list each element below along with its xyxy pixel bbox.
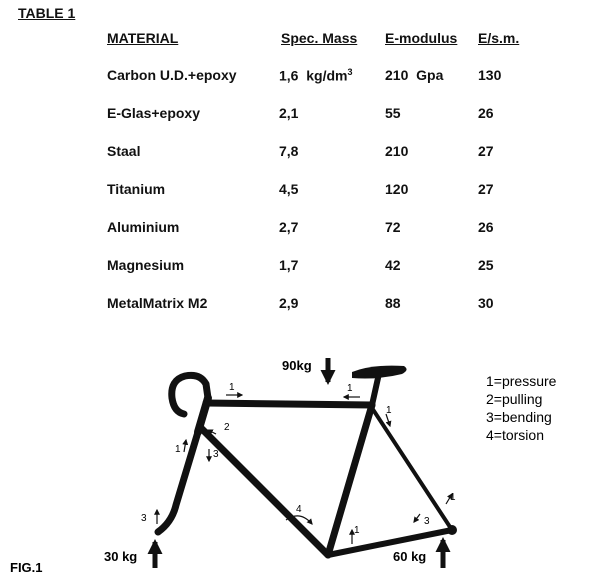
spec-mass: 1,7	[279, 257, 299, 273]
down-tube	[201, 428, 328, 555]
spec-mass: 4,5	[279, 181, 299, 197]
legend-pressure: 1=pressure	[486, 373, 557, 389]
legend	[486, 373, 557, 443]
top-tube	[206, 403, 372, 405]
material-name: Staal	[107, 143, 141, 159]
arrow-head-tube-left	[184, 440, 186, 452]
table-row	[0, 219, 602, 241]
ratio: 26	[478, 219, 494, 235]
saddle	[352, 366, 407, 379]
mark-rear-drop: 1	[450, 492, 456, 503]
legend-torsion: 4=torsion	[486, 427, 544, 443]
header-e-modulus: E-modulus	[385, 30, 458, 46]
table-title: TABLE 1	[18, 5, 76, 21]
legend-bending: 3=bending	[486, 409, 552, 425]
material-name: Magnesium	[107, 257, 185, 273]
ratio: 27	[478, 143, 494, 159]
material-name: Carbon U.D.+epoxy	[107, 67, 237, 83]
load-label-rear: 60 kg	[393, 549, 427, 564]
legend-pulling: 2=pulling	[486, 391, 543, 407]
mark-top-tube-right: 1	[347, 383, 353, 394]
mark-head-down-a: 2	[224, 422, 230, 433]
mark-seat-stay-top: 1	[386, 405, 392, 416]
load-label-front: 30 kg	[104, 549, 138, 564]
mark-seat-tube-low: 1	[354, 525, 360, 536]
e-modulus: 120	[385, 181, 409, 197]
table-row	[0, 295, 602, 317]
rear-dropout	[447, 525, 457, 535]
table-row	[0, 181, 602, 203]
seat-stay	[372, 408, 452, 530]
header-spec-mass: Spec. Mass	[281, 30, 358, 46]
header-ratio: E/s.m.	[478, 30, 520, 46]
spec-mass: 2,9	[279, 295, 299, 311]
material-name: Aluminium	[107, 219, 180, 235]
spec-mass: 7,8	[279, 143, 299, 159]
bicycle-frame-diagram	[0, 350, 602, 580]
e-modulus: 210	[385, 143, 409, 159]
e-modulus: 88	[385, 295, 401, 311]
mark-head-tube-left: 1	[175, 444, 181, 455]
e-modulus: 42	[385, 257, 401, 273]
figure-label: FIG.1	[10, 560, 43, 575]
mark-chain-stay: 3	[424, 516, 430, 527]
load-label-seat: 90kg	[282, 358, 312, 373]
material-name: MetalMatrix M2	[107, 295, 208, 311]
table-row	[0, 257, 602, 279]
header-material: MATERIAL	[107, 30, 179, 46]
seat-post	[372, 378, 378, 405]
mark-head-down-b: 3	[213, 449, 219, 460]
ratio: 27	[478, 181, 494, 197]
table-row	[0, 143, 602, 165]
e-modulus: 210 Gpa	[385, 67, 444, 83]
e-modulus: 72	[385, 219, 401, 235]
material-name: Titanium	[107, 181, 166, 197]
ratio: 30	[478, 295, 494, 311]
spec-mass: 2,1	[279, 105, 299, 121]
ratio: 25	[478, 257, 494, 273]
spec-mass: 1,6 $kg/dm^3$	[279, 67, 353, 84]
mark-top-tube-left: 1	[229, 382, 235, 393]
seat-tube	[328, 405, 372, 555]
spec-mass: 2,7	[279, 219, 299, 235]
arrow-chain-stay	[414, 514, 420, 522]
frame	[158, 375, 452, 555]
table-row	[0, 105, 602, 127]
mark-bb-torsion: 4	[296, 504, 302, 515]
e-modulus: 55	[385, 105, 401, 121]
ratio: 26	[478, 105, 494, 121]
material-name: E-Glas+epoxy	[107, 105, 200, 121]
mark-fork: 3	[141, 513, 147, 524]
chain-stay	[328, 530, 452, 555]
ratio: 130	[478, 67, 502, 83]
table-row	[0, 67, 602, 89]
